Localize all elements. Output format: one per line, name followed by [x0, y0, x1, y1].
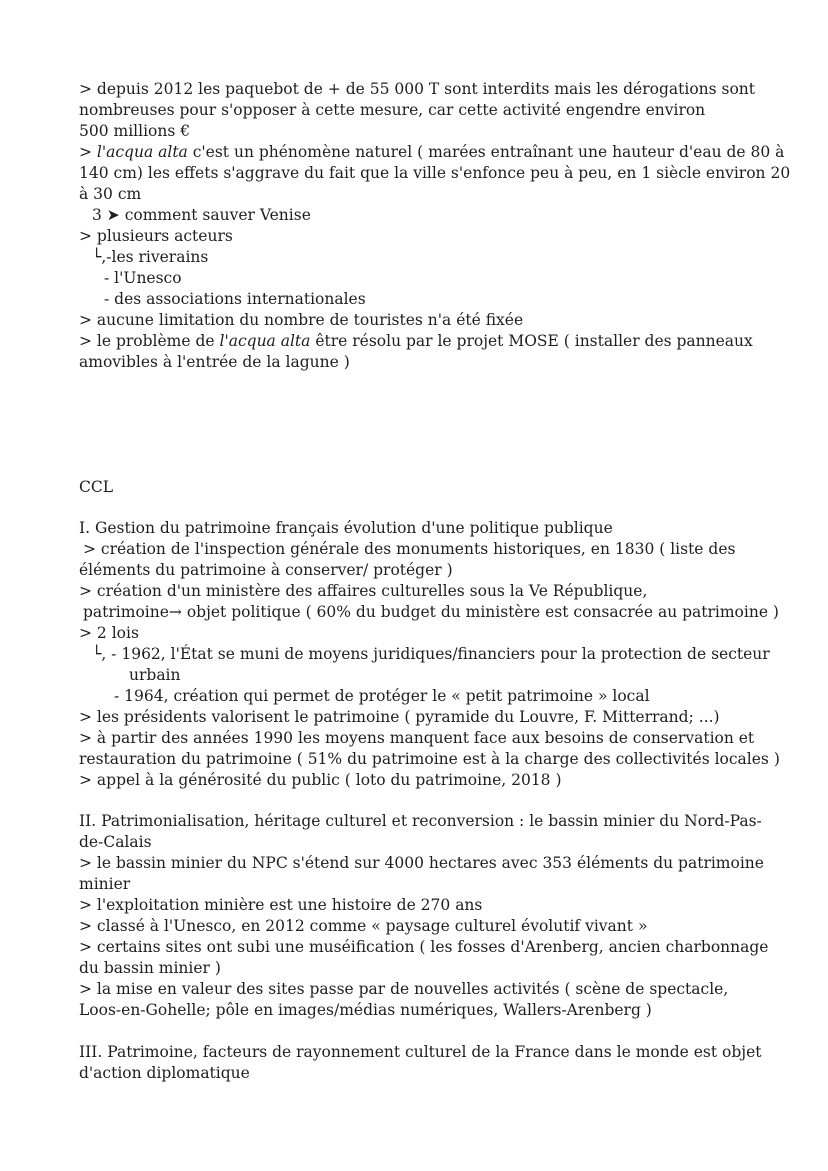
text-line: > les présidents valorisent le patrimoine ( pyramide du Louvre, F. Mitterrand; ...): [79, 708, 720, 726]
italic-term: l'acqua alta: [96, 143, 188, 161]
text-line: [79, 331, 753, 352]
text-line: [79, 142, 784, 163]
text-line: urbain: [129, 666, 181, 684]
text-line: > certains sites ont subi une muséification ( les fosses d'Arenberg, ancien charbonnage: [79, 938, 769, 956]
text-line: └,-les riverains: [92, 248, 209, 266]
text-line: nombreuses pour s'opposer à cette mesure, car cette activité engendre environ: [79, 101, 706, 119]
part-title: de-Calais: [79, 833, 152, 851]
list-item: - l'Unesco: [104, 269, 182, 287]
text-line: > création de l'inspection générale des monuments historiques, en 1830 ( liste des: [83, 540, 736, 558]
text-line: > 2 lois: [79, 624, 139, 642]
text-line: > aucune limitation du nombre de touristes n'a été fixée: [79, 311, 524, 329]
part-title: d'action diplomatique: [79, 1064, 250, 1082]
text-line: restauration du patrimoine ( 51% du patrimoine est à la charge des collectivités locales ): [79, 750, 780, 768]
italic-term: l'acqua alta: [219, 332, 311, 350]
text-line: > à partir des années 1990 les moyens manquent face aux besoins de conservation et: [79, 729, 755, 747]
part-title: I. Gestion du patrimoine français évolution d'une politique publique: [79, 519, 613, 537]
text-line: > création d'un ministère des affaires culturelles sous la Ve République,: [79, 582, 648, 600]
text-line: éléments du patrimoine à conserver/ protéger ): [79, 561, 453, 579]
text-line: > plusieurs acteurs: [79, 227, 233, 245]
text-line: └, - 1962, l'État se muni de moyens juridiques/financiers pour la protection de secteur: [92, 645, 770, 663]
bullet-prefix: >: [79, 143, 97, 161]
text-line: amovibles à l'entrée de la lagune ): [79, 353, 350, 371]
text-line: 140 cm) les effets s'aggrave du fait que la ville s'enfonce peu à peu, en 1 siècle environ 20: [79, 164, 791, 182]
text-line: à 30 cm: [79, 185, 142, 203]
list-item: - des associations internationales: [104, 290, 366, 308]
text-line: > appel à la générosité du public ( loto du patrimoine, 2018 ): [79, 771, 562, 789]
text-line: > le bassin minier du NPC s'étend sur 4000 hectares avec 353 éléments du patrimoine: [79, 854, 764, 872]
text-line: patrimoine→ objet politique ( 60% du budget du ministère est consacrée au patrimoine ): [83, 603, 779, 621]
part-title: II. Patrimonialisation, héritage culturel et reconversion : le bassin minier du Nord-Pas-: [79, 812, 762, 830]
text-fragment: être résolu par le projet MOSE ( installer des panneaux: [310, 332, 753, 350]
text-fragment: > le problème de: [79, 332, 220, 350]
text-line: > la mise en valeur des sites passe par de nouvelles activités ( scène de spectacle,: [79, 980, 729, 998]
text-line: 500 millions €: [79, 122, 191, 140]
text-line: minier: [79, 875, 131, 893]
list-item: - 1964, création qui permet de protéger le « petit patrimoine » local: [114, 687, 650, 705]
text-fragment: c'est un phénomène naturel ( marées entraînant une hauteur d'eau de 80 à: [187, 143, 785, 161]
part-title: III. Patrimoine, facteurs de rayonnement culturel de la France dans le monde est objet: [79, 1043, 762, 1061]
text-line: Loos-en-Gohelle; pôle en images/médias numériques, Wallers-Arenberg ): [79, 1001, 652, 1019]
text-line: > depuis 2012 les paquebot de + de 55 000 T sont interdits mais les dérogations sont: [79, 80, 756, 98]
subsection-heading: 3 ➤ comment sauver Venise: [92, 206, 311, 224]
section-heading-ccl: CCL: [79, 478, 114, 496]
text-line: du bassin minier ): [79, 959, 221, 977]
text-line: > classé à l'Unesco, en 2012 comme « paysage culturel évolutif vivant »: [79, 917, 648, 935]
text-line: > l'exploitation minière est une histoire de 270 ans: [79, 896, 483, 914]
